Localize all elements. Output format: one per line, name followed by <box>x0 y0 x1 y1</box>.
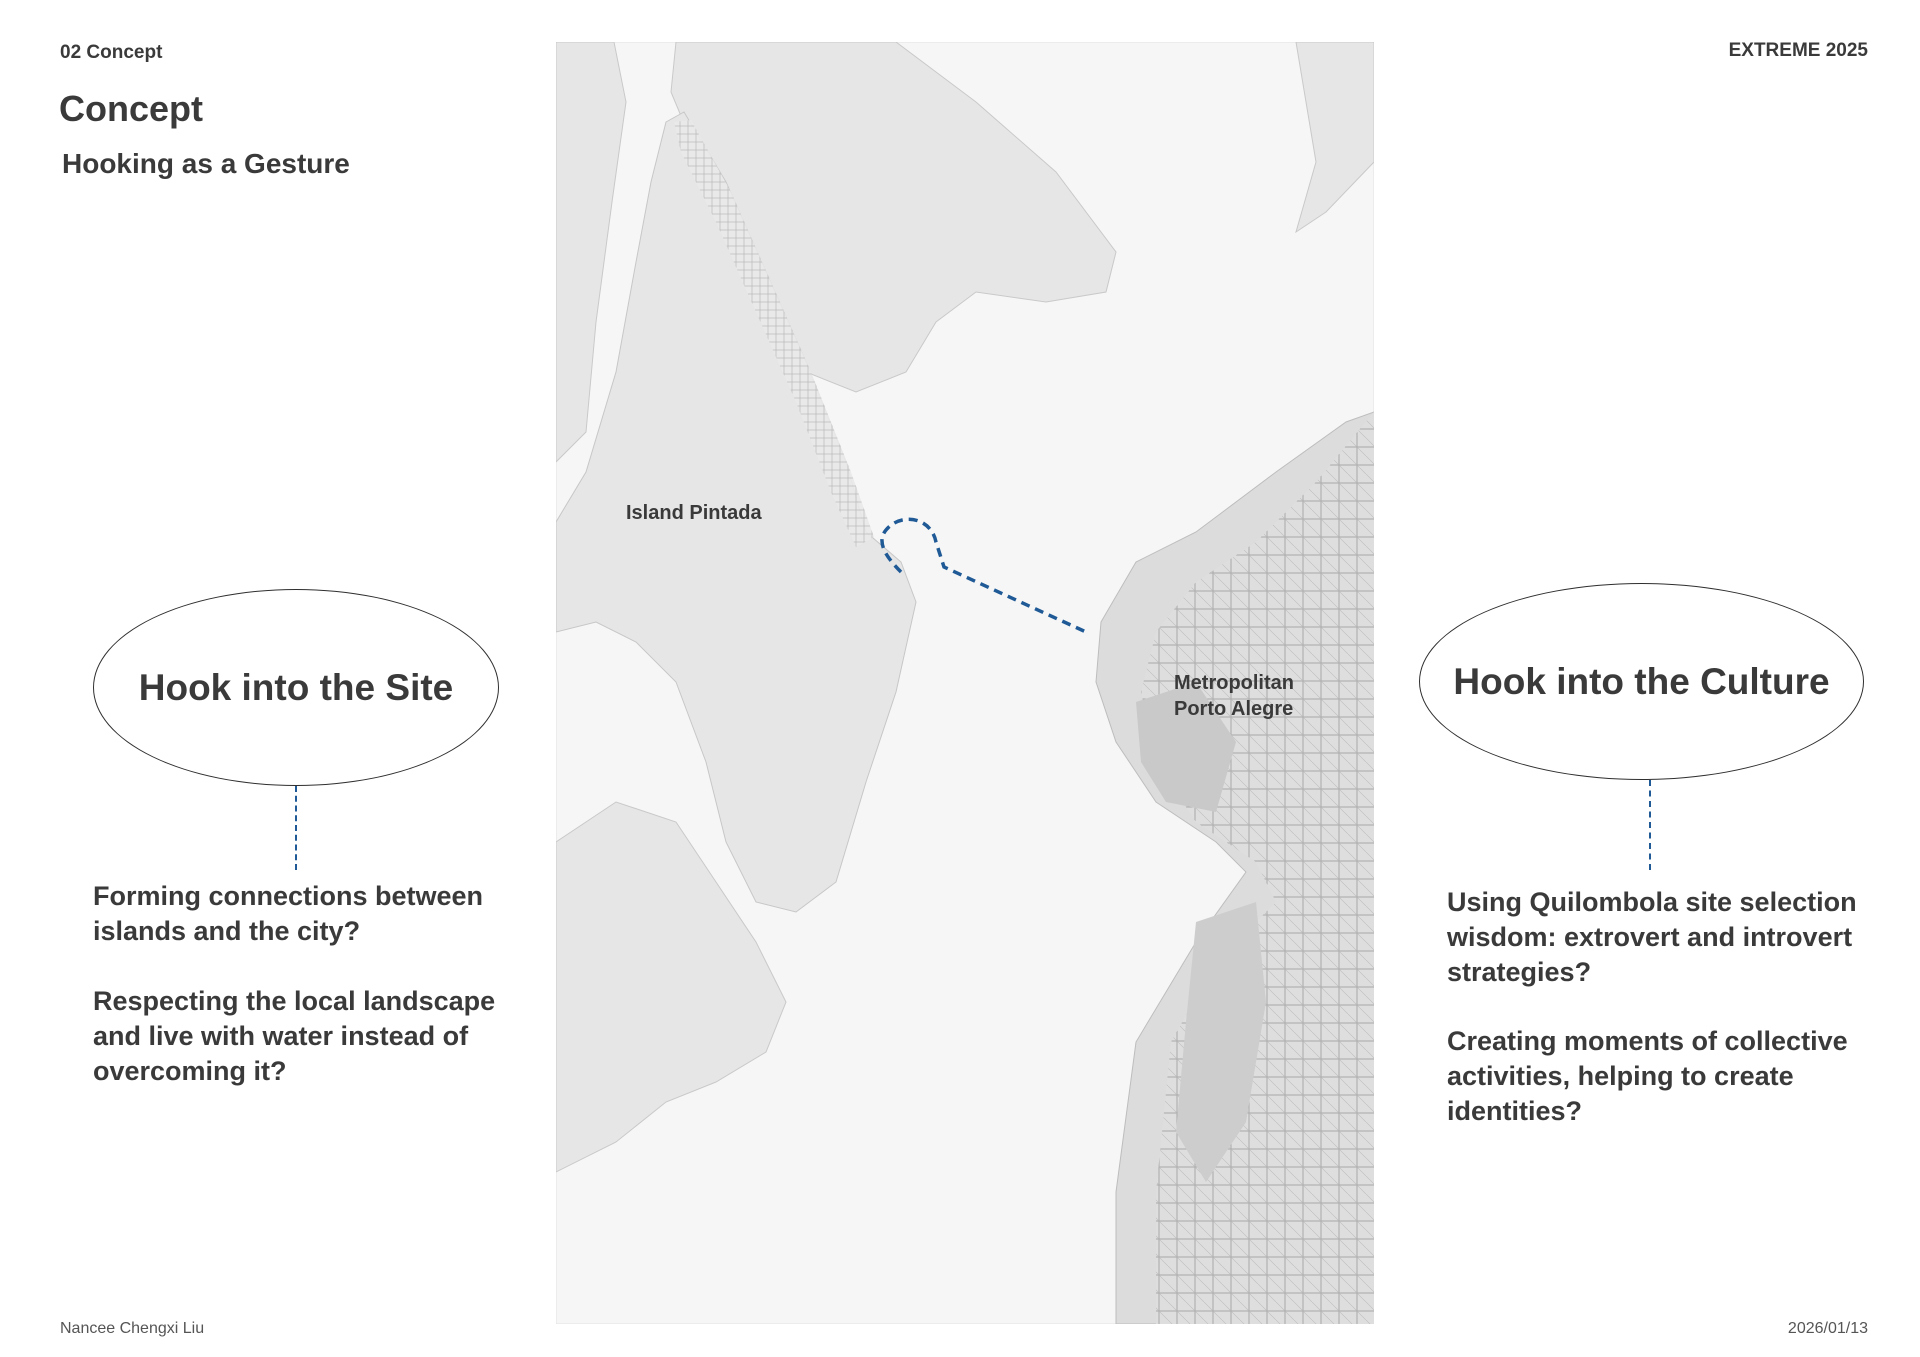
map-label-city <box>1174 670 1294 722</box>
question-site-2: Respecting the local landscape and live with water instead of overcoming it? <box>93 986 496 1086</box>
question-culture-2: Creating moments of collective activities, helping to create identities? <box>1447 1026 1848 1126</box>
map-label-city-line1: Metropolitan <box>1174 672 1294 694</box>
page-date: 2026/01/13 <box>1787 1320 1868 1337</box>
map-label-city-line2: Porto Alegre <box>1174 698 1294 720</box>
connector-line-culture <box>1649 780 1651 870</box>
map-label-island: Island Pintada <box>626 502 762 524</box>
page-title: Concept <box>59 88 203 129</box>
concept-title-culture: Hook into the Culture <box>1453 660 1830 702</box>
author-name: Nancee Chengxi Liu <box>60 1320 205 1337</box>
section-tag: 02 Concept <box>60 42 163 63</box>
concept-title-site: Hook into the Site <box>138 666 454 708</box>
brand-label: EXTREME 2025 <box>1728 40 1868 61</box>
question-site-1: Forming connections between islands and the city? <box>93 881 484 946</box>
page-subtitle: Hooking as a Gesture <box>62 148 350 179</box>
concept-bubble-culture <box>1419 583 1864 780</box>
connector-line-site <box>295 786 297 870</box>
concept-bubble-site <box>93 589 499 786</box>
question-culture-1: Using Quilombola site selection wisdom: extrovert and introvert strategies? <box>1447 887 1857 987</box>
